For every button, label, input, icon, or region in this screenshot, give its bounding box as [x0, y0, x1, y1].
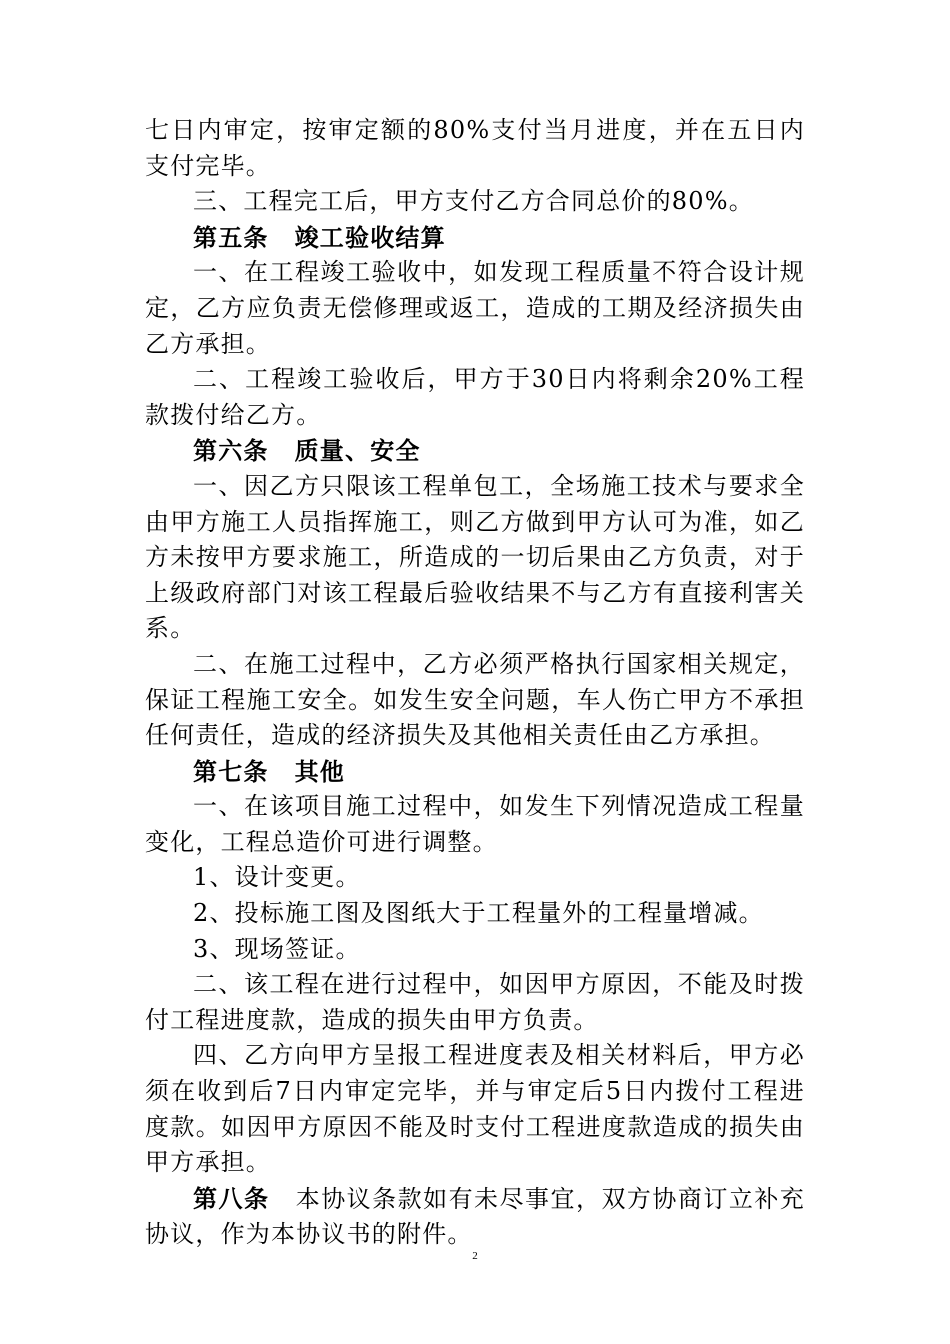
- article-8-text: 本协议条款如有未尽事宜，双方协商订立补充协议，作为本协议书的附件。: [145, 1184, 805, 1249]
- paragraph-payment-completion: 三、工程完工后，甲方支付乙方合同总价的80%。: [193, 187, 754, 216]
- article-6-label: 第六条: [193, 436, 269, 466]
- article-6-clause-2: 二、在施工过程中，乙方必须严格执行国家相关规定，保证工程施工安全。如发生安全问题，车人伤亡甲方不承担任何责任，造成的经济损失及其他相关责任由乙方承担。: [145, 649, 805, 750]
- article-6-title: 质量、安全: [294, 436, 421, 466]
- article-6-heading: [145, 433, 805, 469]
- article-7-clause-4: 四、乙方向甲方呈报工程进度表及相关材料后，甲方必须在收到后7日内审定完毕，并与审定后5日内拨付工程进度款。如因甲方原因不能及时支付工程进度款造成的损失由甲方承担。: [145, 1041, 805, 1177]
- article-5-title: 竣工验收结算: [294, 222, 446, 252]
- article-7-heading: [145, 754, 805, 790]
- article-6-clause-1: 一、因乙方只限该工程单包工，全场施工技术与要求全由甲方施工人员指挥施工，则乙方做到甲方认可为准，如乙方未按甲方要求施工，所造成的一切后果由乙方负责，对于上级政府部门对该工程最后验收结果不与乙方有直接利害关系。: [145, 471, 805, 643]
- article-7-item-1: 1、设计变更。: [193, 863, 361, 892]
- article-7-label: 第七条: [193, 756, 269, 786]
- article-7-item-3: 3、现场签证。: [193, 934, 361, 963]
- page-number: 2: [472, 1250, 478, 1262]
- article-5-label: 第五条: [193, 222, 269, 252]
- article-7-title: 其他: [294, 756, 346, 786]
- document-body: [145, 113, 805, 1253]
- article-7-item-2: 2、投标施工图及图纸大于工程量外的工程量增减。: [193, 899, 764, 928]
- article-8-label: 第八条: [193, 1183, 270, 1213]
- article-8-paragraph: [145, 1181, 805, 1253]
- article-7-clause-2: 二、该工程在进行过程中，如因甲方原因，不能及时拨付工程进度款，造成的损失由甲方负责。: [145, 970, 805, 1034]
- article-5-heading: [145, 220, 805, 256]
- article-5-clause-1: 一、在工程竣工验收中，如发现工程质量不符合设计规定，乙方应负责无偿修理或返工，造成的工期及经济损失由乙方承担。: [145, 258, 805, 358]
- article-7-clause-1: 一、在该项目施工过程中，如发生下列情况造成工程量变化，工程总造价可进行调整。: [145, 792, 805, 856]
- article-5-clause-2: 二、工程竣工验收后，甲方于30日内将剩余20%工程款拨付给乙方。: [145, 365, 805, 429]
- paragraph-continuation: 七日内审定，按审定额的80%支付当月进度，并在五日内支付完毕。: [145, 116, 805, 180]
